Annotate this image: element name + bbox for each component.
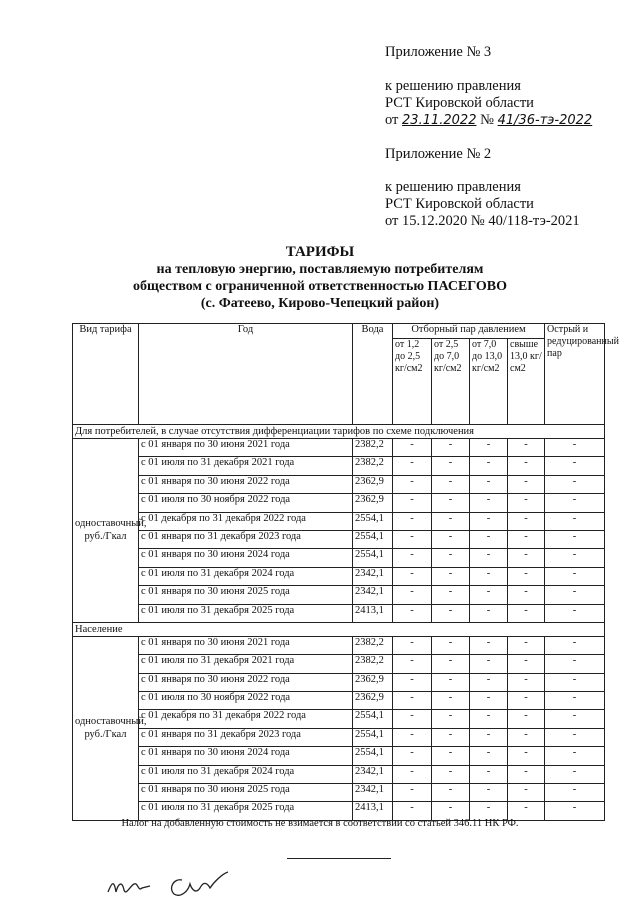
dash-cell: - [508,439,545,457]
title-line-1: на тепловую энергию, поставляемую потребителям [156,262,484,277]
section-title: Для потребителей, в случае отсутствия дифференциации тарифов по схеме подключения [73,425,605,439]
period-cell: с 01 июля по 31 декабря 2021 года [139,655,353,673]
voda-cell: 2413,1 [353,604,393,622]
table-row [73,586,605,604]
dash-cell: - [545,439,605,457]
dash-cell: - [470,530,508,548]
dash-cell: - [393,494,432,512]
dash-cell: - [470,586,508,604]
appendix-2-label: Приложение № 2 [385,146,492,162]
dash-cell: - [470,475,508,493]
table-row [73,549,605,567]
dash-cell: - [432,765,470,783]
dash-cell: - [545,784,605,802]
separator-line [287,858,391,859]
dash-cell: - [545,802,605,820]
period-cell: с 01 декабря по 31 декабря 2022 года [139,710,353,728]
table-row [73,747,605,765]
rst-line: РСТ Кировской области [385,95,534,111]
header-vid: Вид тарифа [73,324,139,425]
dash-cell: - [545,530,605,548]
dash-cell: - [508,655,545,673]
table-row [73,530,605,548]
table-row [73,567,605,585]
dash-cell: - [432,549,470,567]
dash-cell: - [393,604,432,622]
period-cell: с 01 января по 30 июня 2021 года [139,636,353,654]
dash-cell: - [393,802,432,820]
dash-cell: - [508,457,545,475]
period-cell: с 01 июля по 30 ноября 2022 года [139,494,353,512]
header-sub-3: от 7,0 до 13,0 кг/см2 [470,339,508,425]
dash-cell: - [545,710,605,728]
signature-image [104,862,234,902]
voda-cell: 2342,1 [353,765,393,783]
dash-cell: - [393,765,432,783]
dash-cell: - [432,439,470,457]
voda-cell: 2342,1 [353,784,393,802]
old-decision-ref: от 15.12.2020 № 40/118-тэ-2021 [385,213,580,229]
voda-cell: 2382,2 [353,439,393,457]
voda-cell: 2382,2 [353,636,393,654]
dash-cell: - [508,567,545,585]
table-row [73,765,605,783]
dash-cell: - [393,728,432,746]
table-row [73,710,605,728]
period-cell: с 01 января по 30 июня 2021 года [139,439,353,457]
dash-cell: - [432,747,470,765]
dash-cell: - [432,636,470,654]
dash-cell: - [545,475,605,493]
dash-cell: - [508,512,545,530]
header-otbor: Отборный пар давлением [393,324,545,339]
dash-cell: - [470,457,508,475]
voda-cell: 2382,2 [353,457,393,475]
dash-cell: - [432,586,470,604]
dash-cell: - [470,636,508,654]
title-line-2: обществом с ограниченной ответственностью ПАСЕГОВО [133,279,507,294]
decision-ref [385,112,592,129]
period-cell: с 01 июля по 30 ноября 2022 года [139,692,353,710]
dash-cell: - [508,728,545,746]
table-row [73,604,605,622]
dash-cell: - [545,512,605,530]
dash-cell: - [545,494,605,512]
dash-cell: - [470,655,508,673]
dash-cell: - [393,586,432,604]
table-row [73,655,605,673]
rst-line-2: РСТ Кировской области [385,196,534,212]
handwritten-number: 41/36-тэ-2022 [497,113,593,128]
period-cell: с 01 января по 30 июня 2025 года [139,586,353,604]
dash-cell: - [393,475,432,493]
voda-cell: 2554,1 [353,747,393,765]
dash-cell: - [508,549,545,567]
dash-cell: - [393,692,432,710]
dash-cell: - [545,636,605,654]
dash-cell: - [470,512,508,530]
dash-cell: - [393,747,432,765]
dash-cell: - [508,494,545,512]
table-row [73,728,605,746]
dash-cell: - [432,655,470,673]
voda-cell: 2413,1 [353,802,393,820]
period-cell: с 01 января по 30 июня 2025 года [139,784,353,802]
period-cell: с 01 июля по 31 декабря 2024 года [139,765,353,783]
dash-cell: - [470,728,508,746]
tariff-table [72,323,619,821]
dash-cell: - [545,747,605,765]
table-row [73,457,605,475]
document-title [0,244,640,312]
resolution-line: к решению правления [385,78,521,94]
header-sub-2: от 2,5 до 7,0 кг/см2 [432,339,470,425]
voda-cell: 2342,1 [353,567,393,585]
handwritten-date: 23.11.2022 [402,113,477,128]
dash-cell: - [470,747,508,765]
dash-cell: - [432,710,470,728]
period-cell: с 01 июля по 31 декабря 2025 года [139,802,353,820]
period-cell: с 01 января по 30 июня 2024 года [139,747,353,765]
period-cell: с 01 января по 31 декабря 2023 года [139,530,353,548]
dash-cell: - [508,765,545,783]
dash-cell: - [470,802,508,820]
dash-cell: - [545,567,605,585]
voda-cell: 2382,2 [353,655,393,673]
header-god: Год [139,324,353,425]
dash-cell: - [470,692,508,710]
dash-cell: - [393,439,432,457]
dash-cell: - [545,549,605,567]
dash-cell: - [393,710,432,728]
dash-cell: - [393,549,432,567]
dash-cell: - [432,567,470,585]
voda-cell: 2554,1 [353,530,393,548]
dash-cell: - [508,475,545,493]
dash-cell: - [545,728,605,746]
dash-cell: - [393,530,432,548]
tariff-type-cell: одноставочный, руб./Гкал [73,439,139,623]
dash-cell: - [432,673,470,691]
dash-cell: - [508,747,545,765]
voda-cell: 2362,9 [353,692,393,710]
dash-cell: - [545,765,605,783]
dash-cell: - [545,692,605,710]
period-cell: с 01 января по 30 июня 2022 года [139,673,353,691]
dash-cell: - [393,457,432,475]
from-prefix: от [385,112,399,128]
dash-cell: - [470,494,508,512]
period-cell: с 01 января по 30 июня 2024 года [139,549,353,567]
appendix-3-label: Приложение № 3 [385,44,492,60]
dash-cell: - [432,784,470,802]
header-sub-1: от 1,2 до 2,5 кг/см2 [393,339,432,425]
dash-cell: - [393,567,432,585]
voda-cell: 2362,9 [353,494,393,512]
dash-cell: - [508,692,545,710]
number-sign: № [480,112,494,128]
period-cell: с 01 июля по 31 декабря 2025 года [139,604,353,622]
period-cell: с 01 января по 30 июня 2022 года [139,475,353,493]
period-cell: с 01 января по 31 декабря 2023 года [139,728,353,746]
dash-cell: - [470,784,508,802]
dash-cell: - [470,567,508,585]
dash-cell: - [432,475,470,493]
dash-cell: - [470,765,508,783]
dash-cell: - [508,784,545,802]
table-row [73,673,605,691]
dash-cell: - [432,494,470,512]
header-ostr: Острый и редуцированный пар [545,324,605,425]
dash-cell: - [508,530,545,548]
dash-cell: - [393,636,432,654]
table-row [73,636,605,654]
vat-note: Налог на добавленную стоимость не взимается в соответствии со статьей 346.11 НК РФ. [121,818,519,829]
period-cell: с 01 июля по 31 декабря 2021 года [139,457,353,475]
table-row [73,494,605,512]
dash-cell: - [508,673,545,691]
dash-cell: - [470,439,508,457]
table-row [73,692,605,710]
dash-cell: - [393,784,432,802]
dash-cell: - [432,728,470,746]
table-row [73,784,605,802]
dash-cell: - [545,655,605,673]
dash-cell: - [393,673,432,691]
dash-cell: - [432,512,470,530]
dash-cell: - [545,673,605,691]
voda-cell: 2362,9 [353,673,393,691]
dash-cell: - [508,802,545,820]
dash-cell: - [545,604,605,622]
dash-cell: - [545,586,605,604]
voda-cell: 2554,1 [353,512,393,530]
dash-cell: - [545,457,605,475]
tariff-type-cell: одноставочный, руб./Гкал [73,636,139,820]
title-line-3: (с. Фатеево, Кирово-Чепецкий район) [200,296,440,311]
table-row [73,475,605,493]
dash-cell: - [432,692,470,710]
dash-cell: - [470,673,508,691]
section-title: Население [73,622,605,636]
title-main: ТАРИФЫ [285,244,355,260]
header-sub-4: свыше 13,0 кг/см2 [508,339,545,425]
dash-cell: - [432,457,470,475]
dash-cell: - [508,586,545,604]
period-cell: с 01 декабря по 31 декабря 2022 года [139,512,353,530]
dash-cell: - [393,512,432,530]
dash-cell: - [432,530,470,548]
voda-cell: 2554,1 [353,728,393,746]
table-row [73,439,605,457]
voda-cell: 2554,1 [353,549,393,567]
dash-cell: - [470,710,508,728]
dash-cell: - [393,655,432,673]
voda-cell: 2342,1 [353,586,393,604]
dash-cell: - [432,802,470,820]
resolution-line-2: к решению правления [385,179,521,195]
dash-cell: - [508,710,545,728]
dash-cell: - [470,604,508,622]
period-cell: с 01 июля по 31 декабря 2024 года [139,567,353,585]
dash-cell: - [508,636,545,654]
dash-cell: - [508,604,545,622]
voda-cell: 2362,9 [353,475,393,493]
header-voda: Вода [353,324,393,425]
dash-cell: - [470,549,508,567]
table-row [73,512,605,530]
voda-cell: 2554,1 [353,710,393,728]
dash-cell: - [432,604,470,622]
